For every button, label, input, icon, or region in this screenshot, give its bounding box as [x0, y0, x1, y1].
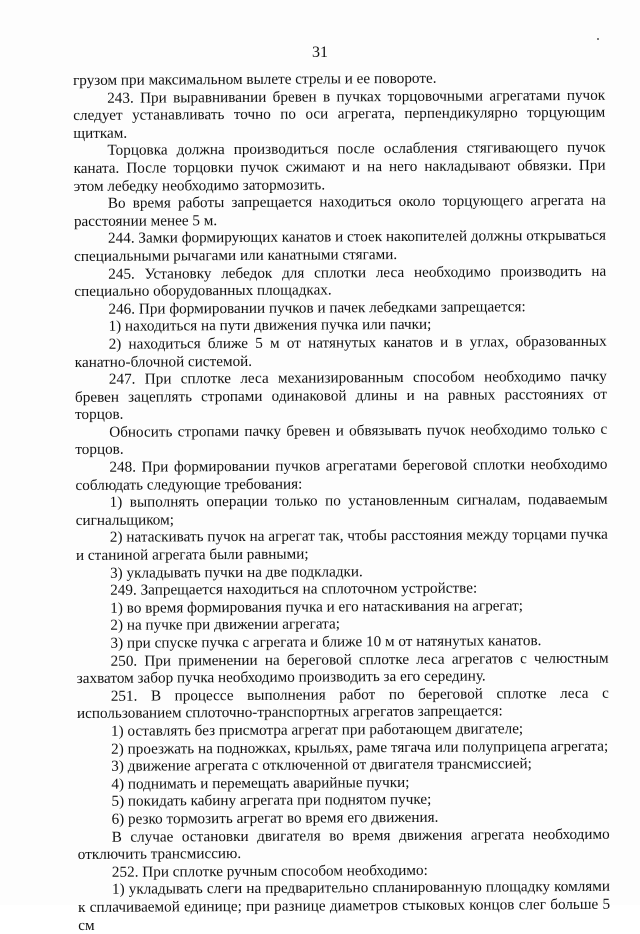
- paragraph: 1) оставлять без присмотра агрегат при работающем двигателе;: [110, 720, 524, 740]
- paragraph: 1) выполнять операции только по установленным сигналам, подаваемым сигнальщиком;: [75, 490, 608, 529]
- paragraph: 3) укладывать пучки на две подкладки.: [110, 562, 363, 582]
- paragraph: 1) находиться на пути движения пучка или пачки;: [108, 316, 432, 336]
- paragraph: 247. При сплотке леса механизированным способом необходимо пачку бревен зацеплять стропами одинаковой длины и на равных расстояниях от торцов.: [74, 367, 608, 424]
- paragraph: 3) движение агрегата с отключенной от двигателя трансмиссией;: [111, 755, 532, 775]
- paragraph: 251. В процессе выполнения работ по береговой сплотке леса с использованием сплоточно-транспортных агрегатов запрещается:: [76, 684, 609, 723]
- paragraph: грузом при максимальном вылете стрелы и ее повороте.: [73, 69, 437, 89]
- paragraph: 2) проезжать на подножках, крыльях, раме тягача или полуприцепа агрегата;: [111, 737, 609, 758]
- paragraph: 248. При формировании пучков агрегатами береговой сплотки необходимо соблюдать следующие требования:: [75, 455, 608, 494]
- paragraph: Торцовка должна производиться после ослабления стягивающего пучок каната. После торцовки пучок сжимают и на него накладывают обвязки. При этом лебедку необходимо затормозить.: [73, 139, 606, 195]
- paragraph: 252. При сплотке ручным способом необходимо:: [111, 861, 428, 881]
- paragraph: 2) на пучке при движении агрегата;: [110, 615, 340, 635]
- paragraph: Во время работы запрещается находиться около торцующего агрегата на расстоянии менее 5 м.: [73, 191, 606, 230]
- paragraph: 249. Запрещается находиться на сплоточном устройстве:: [110, 579, 478, 600]
- paragraph: 2) находиться ближе 5 м от натянутых канатов и в углах, образованных канатно-блочной системой.: [74, 332, 607, 371]
- paragraph: В случае остановки двигателя во время движения агрегата необходимо отключить трансмиссию.: [77, 825, 610, 864]
- document-body: [73, 69, 610, 934]
- paragraph: 2) натаскивать пучок на агрегат так, чтобы расстояния между торцами пучка и станиной агрегата были равными;: [75, 526, 608, 565]
- paragraph: 3) при спуске пучка с агрегата и ближе 10 м от натянутых канатов.: [110, 632, 542, 652]
- paragraph: Обносить стропами пачку бревен и обвязывать пучок необходимо только с торцов.: [75, 420, 608, 459]
- paragraph: 246. При формировании пучков и пачек лебедками запрещается:: [108, 297, 526, 318]
- paragraph: 250. При применении на береговой сплотке леса агрегатов с челюстным захватом забор пучка необходимо производить за его середину.: [76, 649, 609, 688]
- paragraph: 245. Установку лебедок для сплотки леса необходимо производить на специально оборудованных площадках.: [74, 262, 607, 301]
- paragraph: 244. Замки формирующих канатов и стоек накопителей должны открываться специальными рычагами или канатными стягами.: [74, 227, 607, 265]
- paragraph: 4) поднимать и перемещать аварийные пучки;: [111, 773, 410, 793]
- paragraph: 6) резко тормозить агрегат во время его движения.: [111, 808, 439, 828]
- page-number: 31: [312, 44, 328, 61]
- scan-speck: [597, 38, 599, 40]
- paragraph: 243. При выравнивании бревен в пучках торцовочными агрегатами пучок следует устанавливать точно по оси агрегата, перпендикулярно торцующим щиткам.: [73, 86, 606, 142]
- paragraph: 1) укладывать слеги на предварительно спланированную площадку комлями к сплачиваемой единице; при разнице диаметров стыковых концов слег больше 5 см: [78, 878, 611, 934]
- paragraph: 1) во время формирования пучка и его натаскивания на агрегат;: [110, 597, 523, 617]
- paragraph: 5) покидать кабину агрегата при поднятом пучке;: [111, 791, 432, 811]
